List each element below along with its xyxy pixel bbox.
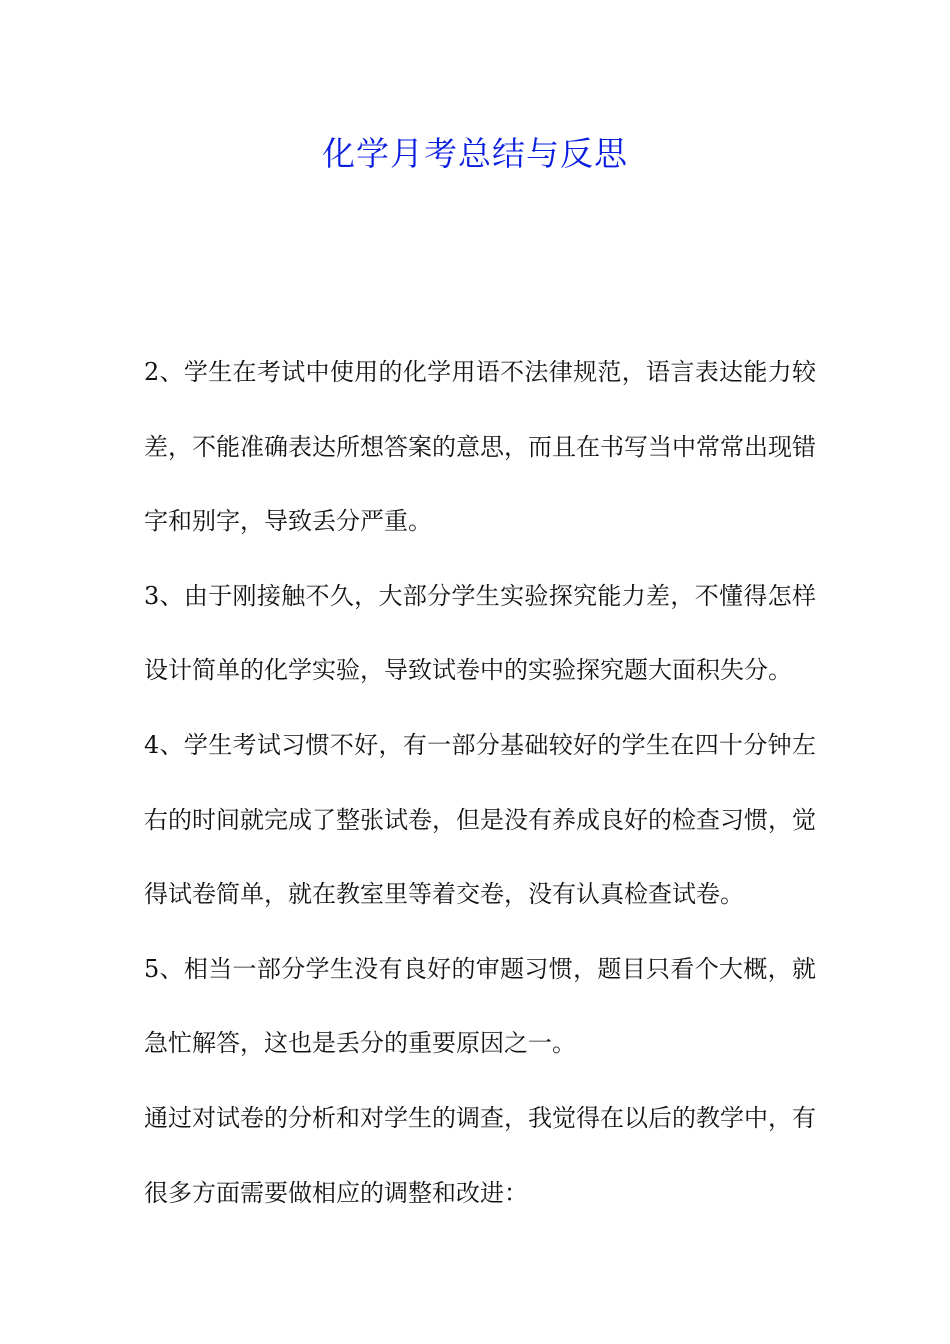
paragraph-item-4: 4、学生考试习惯不好，有一部分基础较好的学生在四十分钟左右的时间就完成了整张试卷，但是没有养成良好的检查习惯，觉得试卷简单，就在教室里等着交卷，没有认真检查试卷。 bbox=[144, 730, 816, 909]
paragraph-conclusion: 通过对试卷的分析和对学生的调查，我觉得在以后的教学中，有很多方面需要做相应的调整和改进： bbox=[144, 1103, 816, 1207]
paragraph-item-5: 5、相当一部分学生没有良好的审题习惯，题目只看个大概，就急忙解答，这也是丢分的重要原因之一。 bbox=[144, 954, 816, 1058]
document-title: 化学月考总结与反思 bbox=[322, 134, 628, 173]
paragraph-item-3: 3、由于刚接触不久，大部分学生实验探究能力差，不懂得怎样设计简单的化学实验，导致试卷中的实验探究题大面积失分。 bbox=[144, 581, 816, 685]
document-body bbox=[144, 335, 816, 1230]
paragraph-item-2: 2、学生在考试中使用的化学用语不法律规范，语言表达能力较差，不能准确表达所想答案的意思，而且在书写当中常常出现错字和别字，导致丢分严重。 bbox=[144, 358, 816, 536]
